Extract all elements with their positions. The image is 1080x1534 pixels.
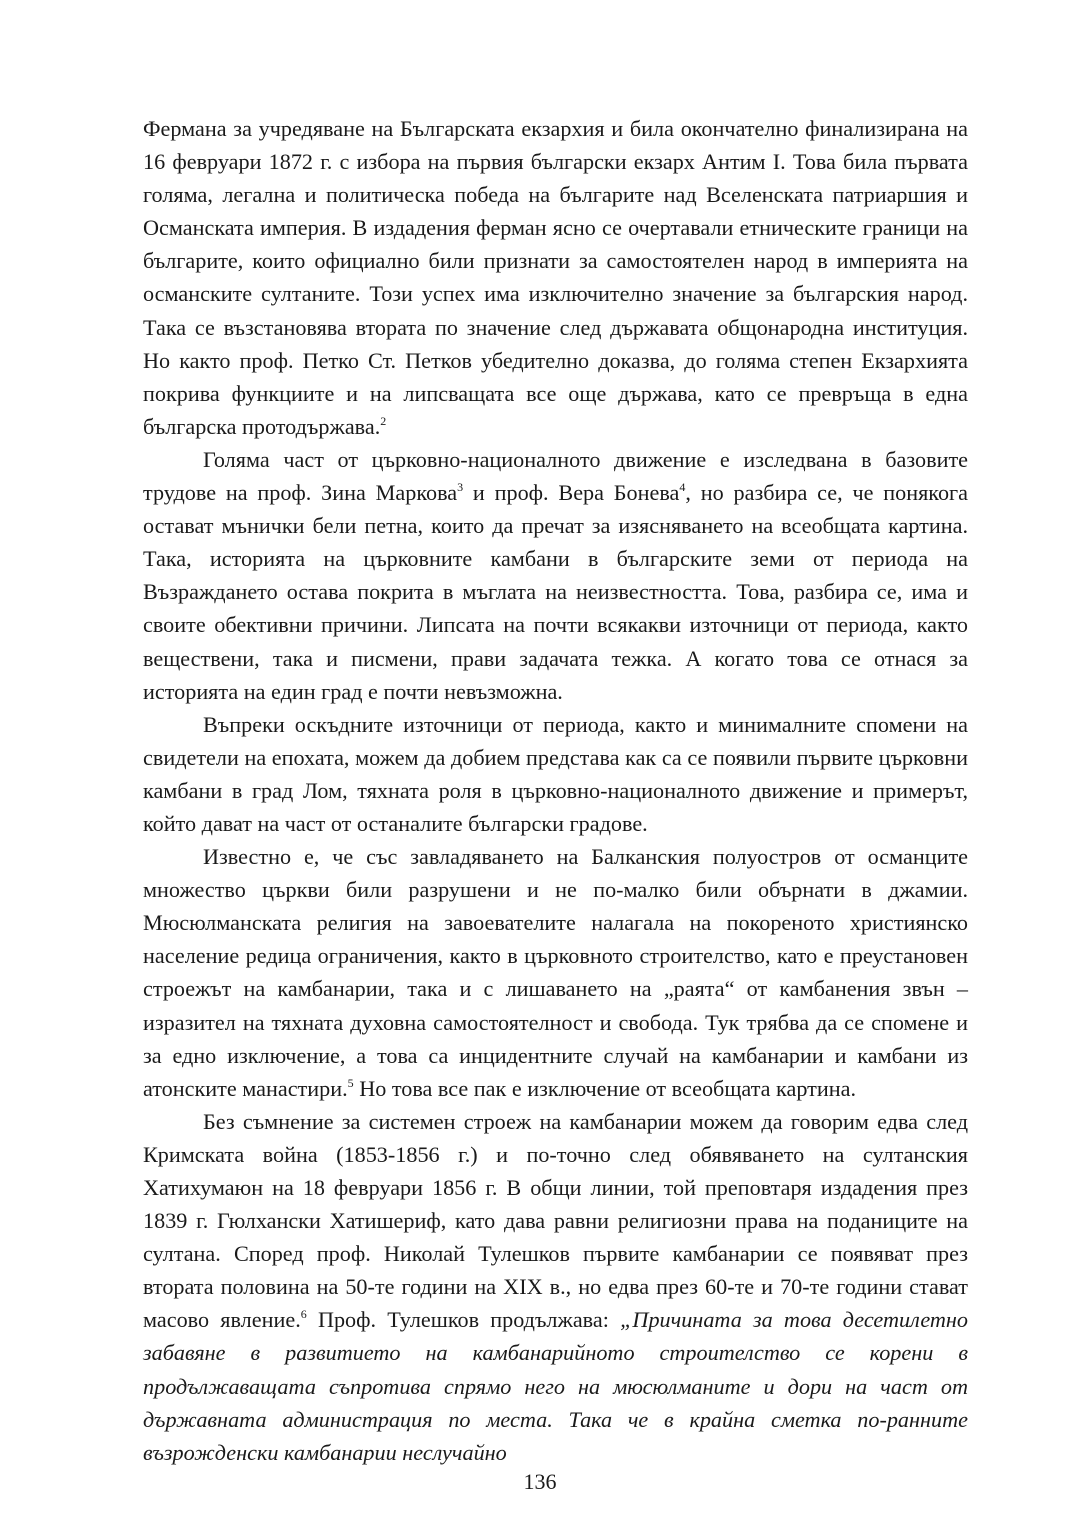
paragraph-2 [143,443,968,708]
paragraph-text: Проф. Тулешков продължава: [306,1307,621,1333]
paragraph-4 [143,840,968,1105]
footnote-ref-4[interactable]: 4 [679,480,686,495]
paragraph-text: Голяма част от църковно-националното движение е изследвана в базовите трудове на проф. Зина Маркова [143,446,968,506]
page-body [143,112,968,1469]
paragraph-1 [143,112,968,443]
paragraph-text: и проф. Вера Бонева [463,480,680,506]
footnote-ref-6[interactable]: 6 [300,1307,307,1322]
paragraph-text: , но разбира се, че понякога остават мънички бели петна, които да пречат за изясняването на всеобщата картина. Така, историята на църковните камбани в българските земи от периода на Възраждането остава покрита в мъглата на неизвестността. Това, разбира се, има и своите обективни причини. Липсата на почти всякакви източници от периода, както веществени, така и писмени, прави задачата тежка. А когато това се отнася за историята на един град е почти невъзможна. [143,480,968,704]
footnote-ref-3[interactable]: 3 [457,480,464,495]
paragraph-text: Въпреки оскъдните източници от периода, както и минималните спомени на свидетели на епохата, можем да добием представа как са се появили първите църковни камбани в град Лом, тяхната роля в църковно-националното движение и примерът, който дават на част от останалите български градове. [143,711,968,836]
paragraph-text: Известно е, че със завладяването на Балканския полуостров от османците множество църкви били разрушени и не по-малко били обърнати в джамии. Мюсюлманската религия на завоевателите налагала на покореното християнско население редица ограничения, както в църковното строителство, като е преустановен строежът на камбанарии, така и с лишаването на „раята“ от камбанения звън – изразител на тяхната духовна самостоятелност и свобода. Тук трябва да се спомене и за едно изключение, а това са инцидентните случай на камбанарии и камбани из атонските манастири. [143,844,968,1101]
paragraph-text: Но това все пак е изключение от всеобщата картина. [353,1075,856,1101]
paragraph-text: Без съмнение за системен строеж на камбанарии можем да говорим едва след Кримската война (1853-1856 г.) и по-точно след обявяването на султанския Хатихумаюн на 18 февруари 1856 г. В общи линии, той преповтаря издадения през 1839 г. Гюлхански Хатишериф, като дава равни религиозни права на поданиците на султана. Според проф. Николай Тулешков първите камбанарии се появяват през втората половина на 50-те години на XIX в., но едва през 60-те и 70-те години стават масово явление. [143,1108,968,1333]
page-number: 136 [523,1469,557,1494]
italic-quote: „Причината за това десетилетно забавяне в развитието на камбанарийното строителство се корени в продължаващата съпротива спрямо него на мюсюлманите и дори на част от държавната администрация по места. Така че в крайна сметка по-ранните възрожденски камбанарии неслучайно [143,1307,968,1465]
footnote-ref-2[interactable]: 2 [380,413,387,428]
paragraph-5 [143,1105,968,1469]
paragraph-3 [143,708,968,840]
paragraph-text: Фермана за учредяване на Българската екзархия и била окончателно финализирана на 16 февруари 1872 г. с избора на първия български екзарх Антим I. Това била първата голяма, легална и политическа победа на българите над Вселенската патриаршия и Османската империя. В издадения ферман ясно се очертавали етническите граници на българите, които официално били признати за самостоятелен народ в империята на османските султаните. Този успех има изключително значение за българския народ. Така се възстановява втората по значение след държавата общонародна институция. Но както проф. Петко Ст. Петков убедително доказва, до голяма степен Екзархията покрива функциите и на липсващата все още държава, като се превръща в една българска протодържава. [143,116,968,439]
footnote-ref-5[interactable]: 5 [347,1075,354,1090]
